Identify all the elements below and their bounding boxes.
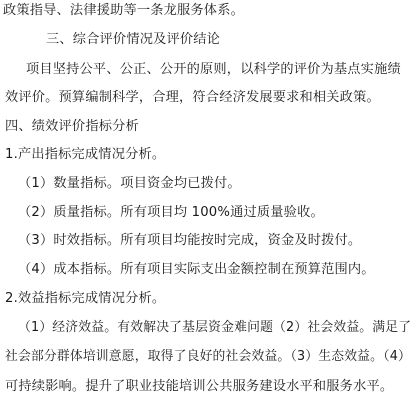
subsection-heading-1: 1.产出指标完成情况分析。 — [5, 147, 166, 162]
list-item: （1）数量指标。项目资金均已拨付。 — [18, 176, 241, 191]
list-item: （4）成本指标。所有项目实际支出金额控制在预算范围内。 — [18, 262, 375, 277]
list-item: （2）质量指标。所有项目均 100%通过质量验收。 — [18, 205, 324, 220]
paragraph-line: 社会部分群体培训意愿，取得了良好的社会效益。（3）生态效益。（4） — [5, 349, 412, 364]
list-item: （3）时效指标。所有项目均能按时完成，资金及时拨付。 — [18, 233, 362, 248]
paragraph-line: 效评价。预算编制科学，合理，符合经济发展要求和相关政策。 — [5, 90, 380, 105]
section-heading-3: 三、综合评价情况及评价结论 — [46, 32, 221, 47]
subsection-heading-2: 2.效益指标完成情况分析。 — [5, 291, 166, 306]
paragraph-line: （1）经济效益。有效解决了基层资金难问题（2）社会效益。满足了 — [18, 320, 412, 335]
paragraph-line-tail: 政策指导、法律援助等一条龙服务体系。 — [3, 3, 244, 18]
paragraph-line: 项目坚持公平、公正、公开的原则，以科学的评价为基点实施绩 — [26, 62, 401, 77]
paragraph-line: 可持续影响。提升了职业技能培训公共服务建设水平和服务水平。 — [5, 379, 394, 394]
section-heading-4: 四、绩效评价指标分析 — [5, 119, 139, 134]
